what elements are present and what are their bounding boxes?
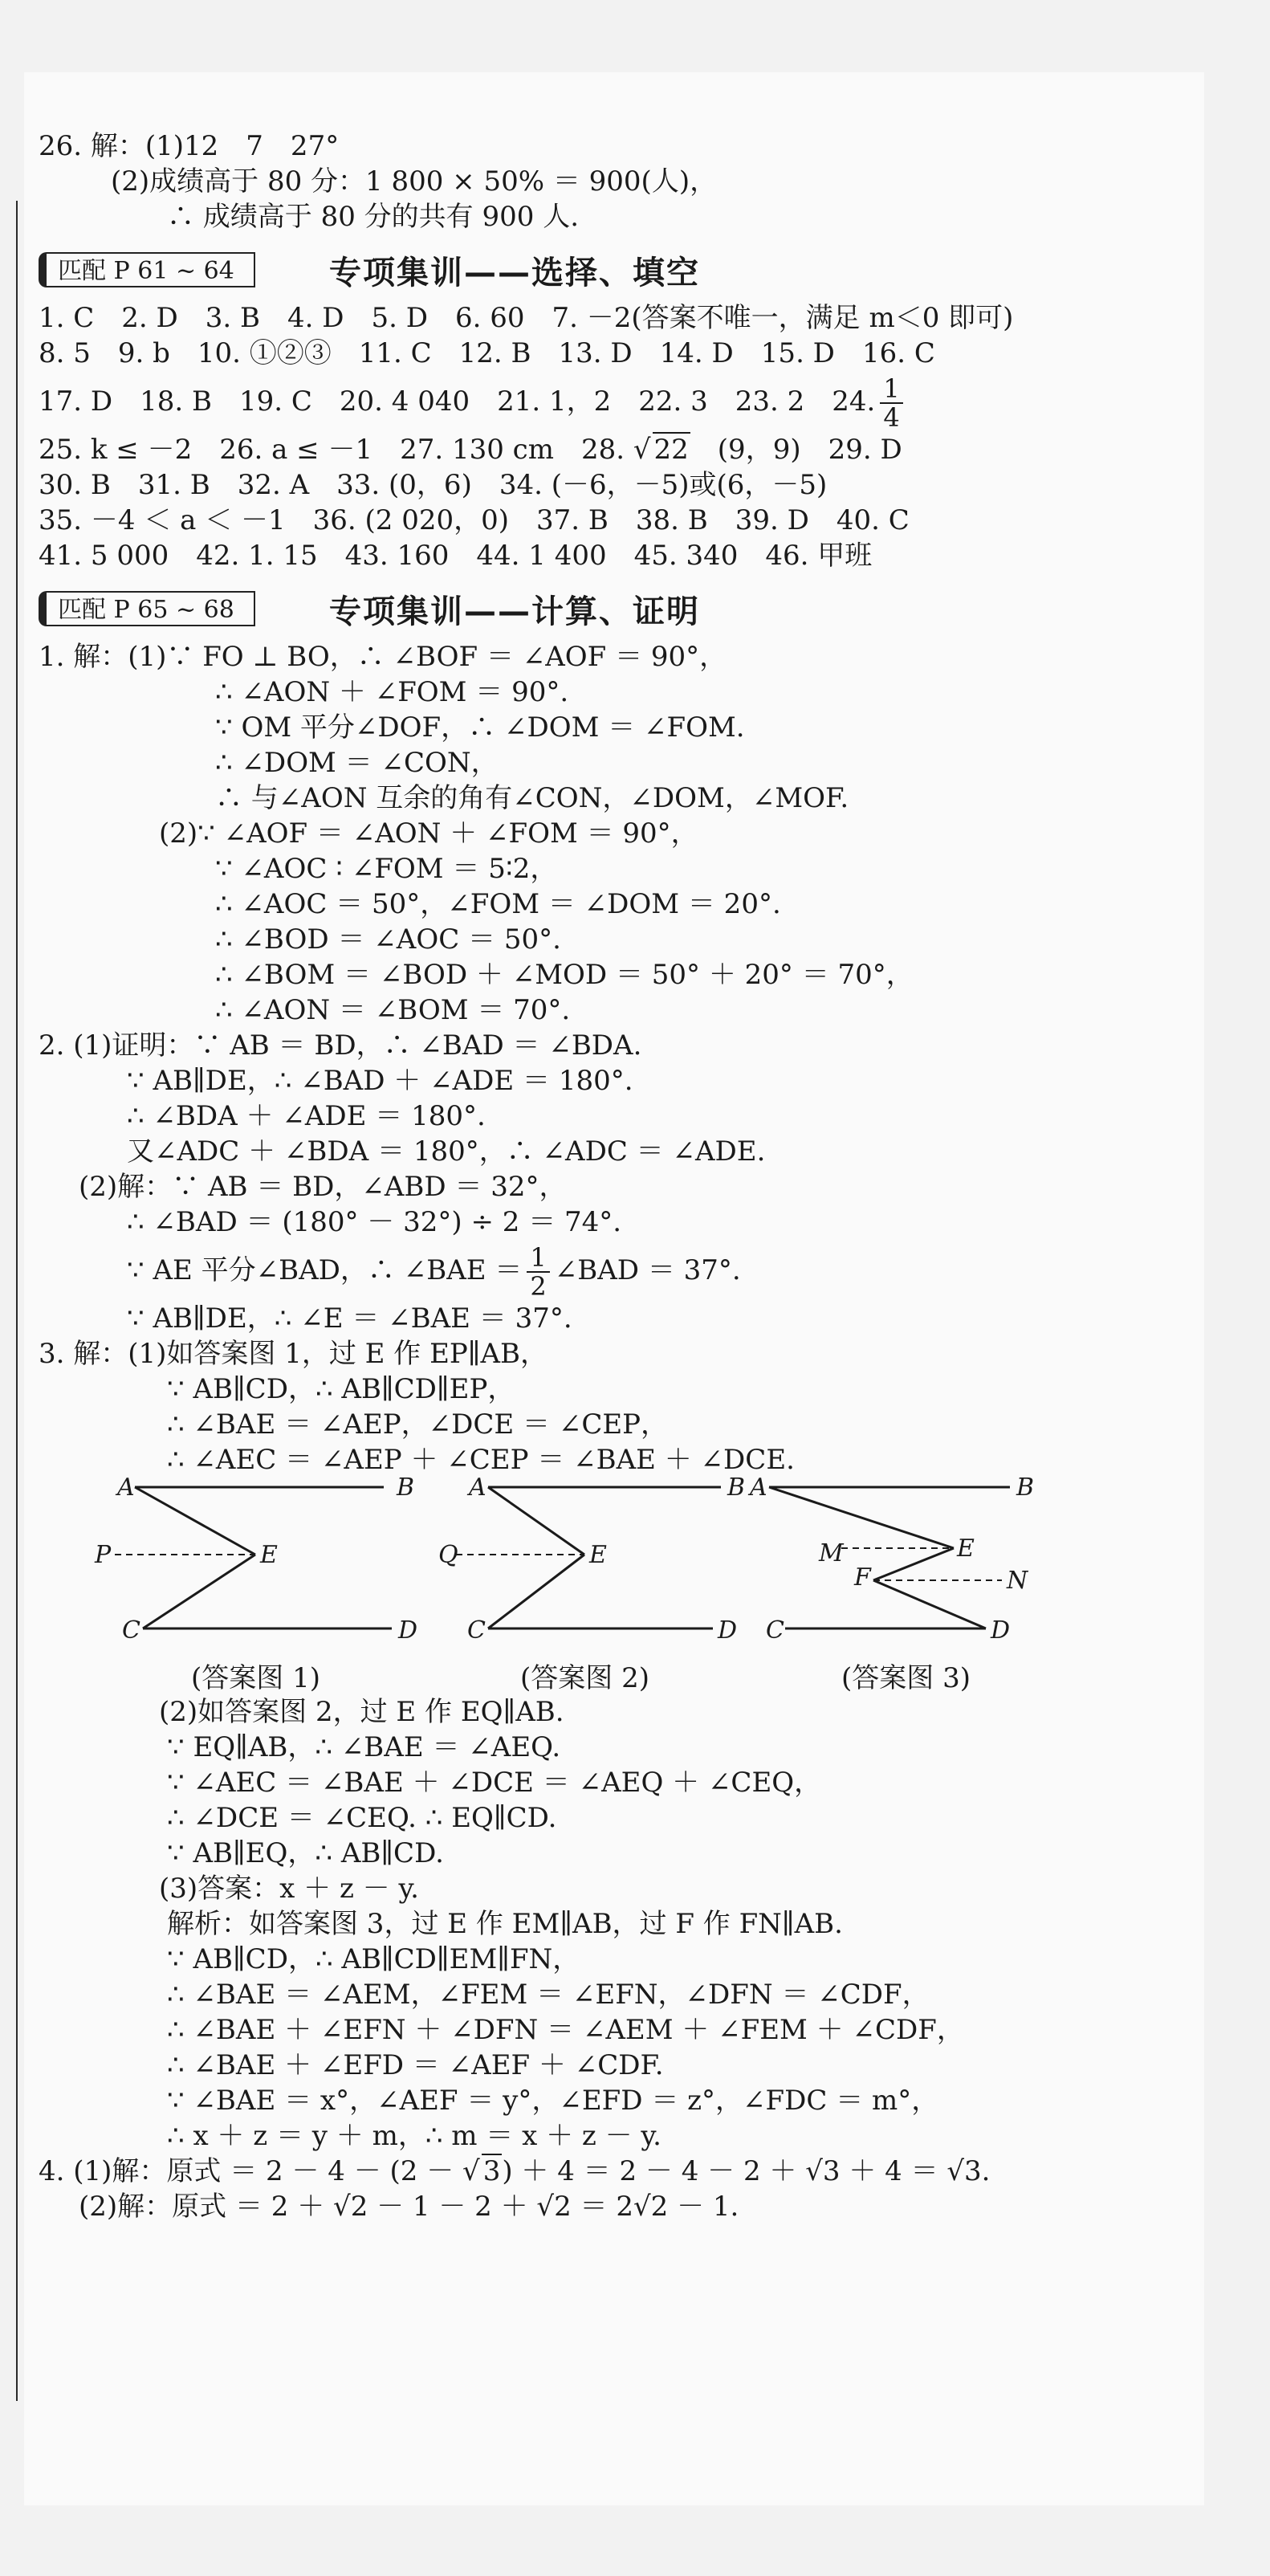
q3-line: ∴ x ＋ z ＝ y ＋ m，∴ m ＝ x ＋ z － y. [167,2120,661,2152]
figure-2 [456,1487,721,1628]
q2-line: 2. (1)证明：∵ AB ＝ BD，∴ ∠BAD ＝ ∠BDA. [39,1029,642,1062]
answers-row-4-tail: (9，9) 29. D [717,434,902,466]
fig2-label-A: A [469,1478,486,1502]
fig3-label-B: B [1016,1478,1035,1502]
q4-1-text-a: 4. (1)解：原式 ＝ 2 － 4 － (2 － √ [39,2155,480,2187]
q3-line: ∴ ∠BAE ＋ ∠EFD ＝ ∠AEF ＋ ∠CDF. [167,2049,664,2081]
fig3-label-E: E [957,1535,975,1563]
section-title: 专项集训——计算、证明 [329,593,700,630]
q1-line: (2)∵ ∠AOF ＝ ∠AON ＋ ∠FOM ＝ 90°， [159,817,698,850]
figure-1 [115,1487,392,1628]
q1-line: 1. 解：(1)∵ FO ⊥ BO，∴ ∠BOF ＝ ∠AOF ＝ 90°， [39,641,727,673]
fig3-label-N: N [1007,1567,1028,1595]
q3-line: (2)如答案图 2，过 E 作 EQ∥AB. [159,1696,564,1728]
answers-row-3-text: 17. D 18. B 19. C 20. 4 040 21. 1，2 22. 3 23. 2 24. [39,385,876,418]
q2-fraction-text-b: ∠BAD ＝ 37°. [554,1254,741,1286]
q3-line: ∴ ∠AEC ＝ ∠AEP ＋ ∠CEP ＝ ∠BAE ＋ ∠DCE. [167,1444,795,1476]
sqrt-radicand: 22 [653,434,689,466]
q2-line: ∵ AB∥DE，∴ ∠BAD ＋ ∠ADE ＝ 180°. [127,1065,633,1097]
q1-line: ∴ ∠BOD ＝ ∠AOC ＝ 50°. [215,923,561,956]
q26-line-2: (2)成绩高于 80 分：1 800 × 50% ＝ 900(人)， [111,165,718,198]
answers-row-7: 41. 5 000 42. 1. 15 43. 160 44. 1 400 45. 340 46. 甲班 [39,540,873,572]
q3-line: ∵ AB∥EQ，∴ AB∥CD. [167,1837,444,1869]
fig3-label-F: F [854,1563,871,1592]
answer-figures [39,1478,1195,1694]
q4-1-radicand: 3 [482,2155,501,2187]
fig2-label-Q: Q [438,1541,458,1569]
q2-fraction-text-a: ∵ AE 平分∠BAD，∴ ∠BAE ＝ [127,1254,523,1286]
q2-line: 又∠ADC ＋ ∠BDA ＝ 180°，∴ ∠ADC ＝ ∠ADE. [127,1135,766,1168]
q1-line: ∴ ∠DOM ＝ ∠CON， [215,747,499,779]
q3-line: ∵ ∠BAE ＝ x°，∠AEF ＝ y°，∠EFD ＝ z°，∠FDC ＝ m°， [167,2085,939,2117]
q3-line: ∵ ∠AEC ＝ ∠BAE ＋ ∠DCE ＝ ∠AEQ ＋ ∠CEQ， [167,1767,822,1799]
fig2-caption: (答案图 2) [520,1662,649,1694]
fig2-label-D: D [718,1616,738,1645]
q3-line: ∵ AB∥CD，∴ AB∥CD∥EP， [167,1373,515,1405]
q1-line: ∴ ∠AON ＝ ∠BOM ＝ 70°. [215,994,571,1026]
fraction-denominator: 2 [530,1271,547,1302]
answer-content [39,128,1195,2224]
q3-line: ∴ ∠BAE ＋ ∠EFN ＋ ∠DFN ＝ ∠AEM ＋ ∠FEM ＋ ∠CDF， [167,2014,964,2046]
q1-line: ∴ ∠AOC ＝ 50°，∠FOM ＝ ∠DOM ＝ 20°. [215,888,781,920]
q4-line-2: (2)解：原式 ＝ 2 ＋ √2 － 1 － 2 ＋ √2 ＝ 2√2 － 1. [79,2191,739,2223]
fig1-label-B: B [397,1478,415,1502]
q3-line: (3)答案：x ＋ z － y. [159,1873,419,1905]
q4-1-text-b: ) ＋ 4 ＝ 2 － 4 － 2 ＋ √3 ＋ 4 ＝ √3. [502,2155,991,2187]
fig1-label-D: D [398,1616,418,1645]
q26-line-1: 26. 解：(1)12 7 27° [39,130,340,162]
fraction-one-quarter [880,375,902,431]
q1-line: ∵ OM 平分∠DOF，∴ ∠DOM ＝ ∠FOM. [215,711,745,744]
q1-line: ∵ ∠AOC ∶ ∠FOM ＝ 5∶2， [215,853,558,885]
q2-line: ∴ ∠BDA ＋ ∠ADE ＝ 180°. [127,1100,486,1132]
fig2-label-C: C [467,1616,486,1645]
q3-line: ∴ ∠BAE ＝ ∠AEP，∠DCE ＝ ∠CEP， [167,1408,669,1441]
fig1-label-P: P [95,1541,112,1569]
left-margin-rule [16,201,18,2401]
q3-line: ∴ ∠BAE ＝ ∠AEM，∠FEM ＝ ∠EFN，∠DFN ＝ ∠CDF， [167,1979,930,2011]
q2-line: ∵ AB∥DE，∴ ∠E ＝ ∠BAE ＝ 37°. [127,1302,572,1335]
section-header-proof [39,585,1195,633]
fig3-label-C: C [766,1616,784,1645]
q3-line: 解析：如答案图 3，过 E 作 EM∥AB，过 F 作 FN∥AB. [167,1908,843,1940]
q26-line-3: ∴ 成绩高于 80 分的共有 900 人. [167,201,580,233]
answers-row-1: 1. C 2. D 3. B 4. D 5. D 6. 60 7. －2(答案不唯一，满足 m＜0 即可) [39,302,1014,334]
answers-row-3 [39,371,1195,432]
q1-line: ∴ ∠BOM ＝ ∠BOD ＋ ∠MOD ＝ 50° ＋ 20° ＝ 70°， [215,959,914,991]
fig3-label-D: D [991,1616,1011,1645]
q2-fraction-line [39,1240,1195,1301]
fraction-numerator: 1 [880,375,902,404]
q1-line: ∴ 与∠AON 互余的角有∠CON，∠DOM，∠MOF. [215,782,849,814]
q3-line: ∴ ∠DCE ＝ ∠CEQ. ∴ EQ∥CD. [167,1802,557,1834]
fig3-label-M: M [819,1539,844,1567]
q3-line: ∵ AB∥CD，∴ AB∥CD∥EM∥FN， [167,1943,580,1975]
fraction-denominator: 4 [883,402,900,433]
fig1-caption: (答案图 1) [191,1662,320,1694]
fig1-label-E: E [260,1541,278,1569]
fig3-label-A: A [750,1478,767,1502]
q1-line: ∴ ∠AON ＋ ∠FOM ＝ 90°. [215,676,569,708]
q2-line: ∴ ∠BAD ＝ (180° － 32°) ÷ 2 ＝ 74°. [127,1206,622,1238]
answers-row-2: 8. 5 9. b 10. ①②③ 11. C 12. B 13. D 14. D 15. D 16. C [39,337,935,369]
answers-row-6: 35. －4 ＜ a ＜ －1 36. (2 020，0) 37. B 38. B 39. D 40. C [39,504,910,536]
fraction-one-half [527,1244,549,1300]
answers-row-4-text: 25. k ≤ －2 26. a ≤ －1 27. 130 cm 28. [39,434,625,466]
answers-row-5: 30. B 31. B 32. A 33. (0，6) 34. (－6，－5)或(6，－5) [39,469,828,501]
fig1-label-C: C [122,1616,140,1645]
q2-line: (2)解：∵ AB ＝ BD，∠ABD ＝ 32°， [79,1171,567,1203]
section-title: 专项集训——选择、填空 [329,254,700,291]
fig2-label-E: E [589,1541,607,1569]
section-header-choice [39,246,1195,294]
fraction-numerator: 1 [527,1244,549,1273]
q4-line-1 [39,2154,1195,2189]
answers-row-4: 25. k ≤ －2 26. a ≤ －1 27. 130 cm 28. √ 22 (9，9) 29. D [39,434,902,466]
q3-line: ∵ EQ∥AB，∴ ∠BAE ＝ ∠AEQ. [167,1731,561,1763]
page-match-tag: 匹配 P 65 ~ 68 [39,591,255,626]
fig1-label-A: A [117,1478,135,1502]
q3-line: 3. 解：(1)如答案图 1，过 E 作 EP∥AB， [39,1338,548,1370]
fig3-caption: (答案图 3) [841,1662,971,1694]
fig2-label-B: B [727,1478,746,1502]
page-match-tag: 匹配 P 61 ~ 64 [39,252,255,287]
